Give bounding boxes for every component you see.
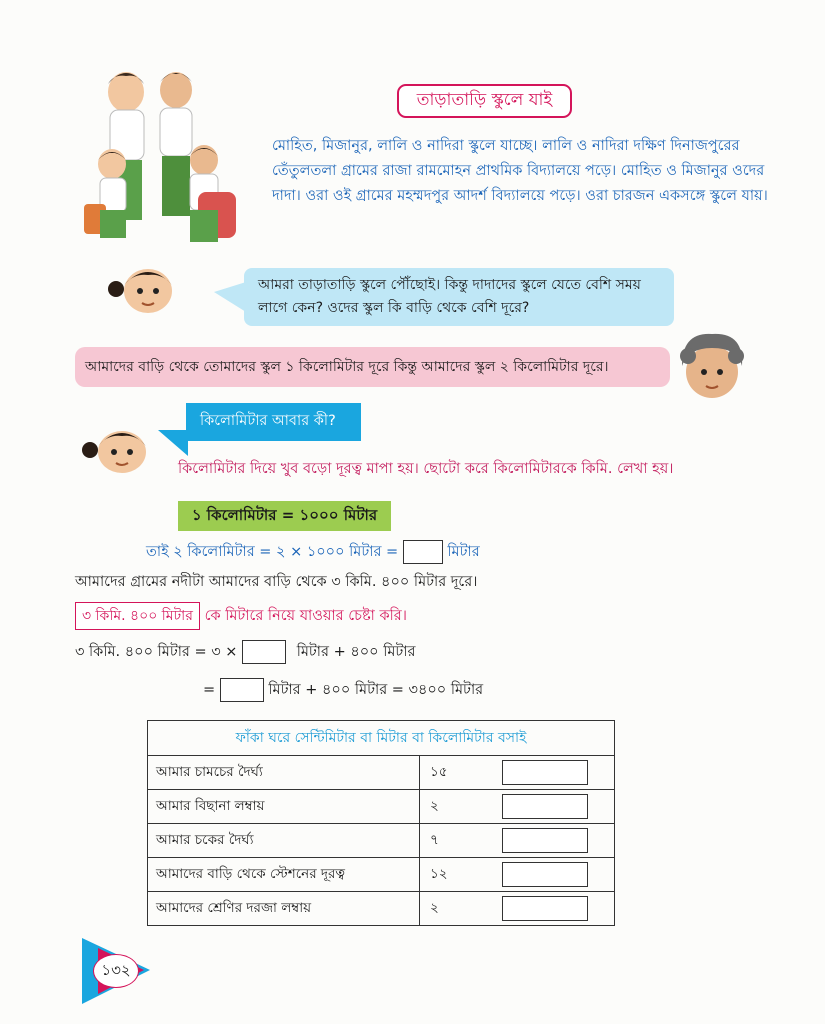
two-km-line (146, 540, 480, 565)
answer-box[interactable] (403, 540, 443, 564)
river-sentence: আমাদের গ্রামের নদীটা আমাদের বাড়ি থেকে ৩ কিমি. ৪০০ মিটার দূরে। (75, 574, 478, 590)
calc-line-2 (203, 678, 483, 703)
row-label: আমাদের শ্রেণির দরজা লম্বায় (148, 892, 420, 926)
boy-face-illustration (672, 326, 752, 406)
row-label: আমার চামচের দৈর্ঘ্য (148, 756, 420, 790)
answer-box[interactable] (502, 794, 588, 819)
boy-speech-strip: আমাদের বাড়ি থেকে তোমাদের স্কুল ১ কিলোমিটার দূরে কিন্তু আমাদের স্কুল ২ কিলোমিটার দূরে। (75, 347, 670, 387)
intro-paragraph: মোহিত, মিজানুর, লালি ও নাদিরা স্কুলে যাচ্ছে। লালি ও নাদিরা দক্ষিণ দিনাজপুরের তেঁতুলতলা গ্রামের রাজা রামমোহন প্রাথমিক বিদ্যালয়ে পড়ে। মোহিত ও মিজানুর ওদের দাদা। ওরা ওই গ্রামের মহম্মদপুর আদর্শ বিদ্যালয়ে পড়ে। ওরা চারজন একসঙ্গে স্কুলে যায়। (272, 138, 768, 204)
calc-line-1 (75, 640, 416, 665)
table-row (148, 824, 615, 858)
table-header: ফাঁকা ঘরে সেন্টিমিটার বা মিটার বা কিলোমিটার বসাই (148, 721, 615, 756)
answer-box[interactable] (502, 862, 588, 887)
row-answer-cell (488, 892, 615, 926)
girl-face-illustration (106, 255, 186, 319)
answer-box[interactable] (502, 760, 588, 785)
km-definition: কিলোমিটার দিয়ে খুব বড়ো দূরত্ব মাপা হয়। ছোটো করে কিলোমিটারকে কিমি. লেখা হয়। (178, 461, 674, 477)
answer-box[interactable] (502, 896, 588, 921)
row-value: ৭ (420, 824, 489, 858)
lesson-title: তাড়াতাড়ি স্কুলে যাই (397, 84, 572, 118)
row-label: আমাদের বাড়ি থেকে স্টেশনের দূরত্ব (148, 858, 420, 892)
speech-bubble-tail (214, 282, 246, 312)
row-value: ২ (420, 892, 489, 926)
two-km-suffix: মিটার (447, 544, 480, 560)
calc1-prefix: ৩ কিমি. ৪০০ মিটার = ৩ × (75, 644, 238, 660)
row-value: ১২ (420, 858, 489, 892)
table-row (148, 892, 615, 926)
convert-text: কে মিটারে নিয়ে যাওয়ার চেষ্টা করি। (204, 608, 407, 624)
km-bubble-tail (158, 430, 188, 456)
row-answer-cell (488, 790, 615, 824)
page-number: ১৩২ (93, 954, 139, 988)
km-question-bubble: কিলোমিটার আবার কী? (186, 403, 361, 441)
table-row (148, 790, 615, 824)
km-equation-box: ১ কিলোমিটার = ১০০০ মিটার (178, 501, 391, 531)
answer-box[interactable] (502, 828, 588, 853)
row-answer-cell (488, 858, 615, 892)
table-row (148, 756, 615, 790)
row-value: ২ (420, 790, 489, 824)
row-value: ১৫ (420, 756, 489, 790)
row-answer-cell (488, 824, 615, 858)
girl-speech-bubble: আমরা তাড়াতাড়ি স্কুলে পৌঁছোই। কিন্তু দাদাদের স্কুলে যেতে বেশি সময় লাগে কেন? ওদের স্কুল কি বাড়ি থেকে বেশি দূরে? (244, 268, 674, 326)
calc2-suffix: মিটার + ৪০০ মিটার = ৩৪০০ মিটার (268, 682, 484, 698)
girl-face-illustration-2 (78, 416, 158, 478)
calc2-prefix: = (203, 682, 216, 698)
two-km-prefix: তাই ২ কিলোমিটার = ২ × ১০০০ মিটার = (146, 544, 399, 560)
table-header-row (148, 721, 615, 756)
row-label: আমার বিছানা লম্বায় (148, 790, 420, 824)
table-row (148, 858, 615, 892)
unit-fill-table (147, 720, 615, 926)
children-walking-illustration (78, 64, 238, 254)
row-answer-cell (488, 756, 615, 790)
answer-box[interactable] (220, 678, 264, 702)
answer-box[interactable] (242, 640, 286, 664)
convert-box: ৩ কিমি. ৪০০ মিটার (75, 602, 200, 630)
row-label: আমার চকের দৈর্ঘ্য (148, 824, 420, 858)
convert-line (75, 602, 407, 630)
calc1-suffix: মিটার + ৪০০ মিটার (296, 644, 416, 660)
